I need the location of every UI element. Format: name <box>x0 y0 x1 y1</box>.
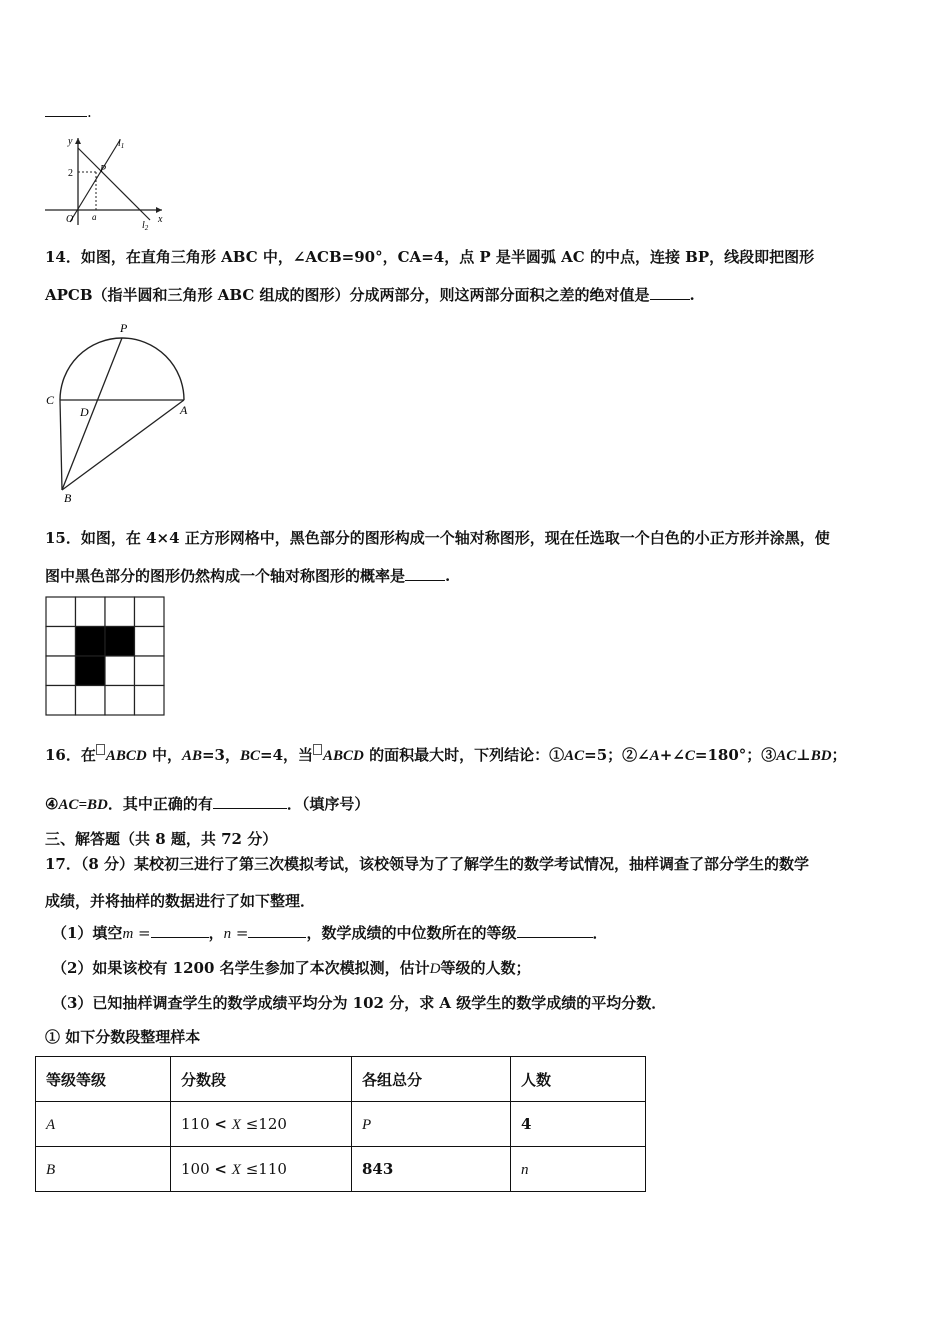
table-row <box>36 1147 646 1192</box>
grid-cell-white <box>46 686 76 716</box>
q17-line2: 成绩，并将抽样的数据进行了如下整理． <box>45 892 316 910</box>
fig13-x-label: x <box>158 214 163 225</box>
table-header-cell: 分数段 <box>171 1057 352 1102</box>
grid-cell-black <box>105 627 135 657</box>
grid-cell-white <box>105 686 135 716</box>
table-row <box>36 1102 646 1147</box>
grid-cell-white <box>105 597 135 627</box>
table-header-cell: 等级等级 <box>36 1057 171 1102</box>
grid-cell-white <box>135 597 165 627</box>
grid-cell-white <box>135 656 165 686</box>
q15-line2: 图中黑色部分的图形仍然构成一个轴对称图形的概率是 . <box>45 567 451 585</box>
grid-cell-white <box>46 597 76 627</box>
grid-cell-white <box>46 656 76 686</box>
section-3-heading: 三、解答题（共 8 题，共 72 分） <box>45 830 278 848</box>
fig14-d-label: D <box>80 405 89 419</box>
grid-cell-white <box>105 656 135 686</box>
table-header-cell: 人数 <box>511 1057 646 1102</box>
parallelogram-icon <box>96 744 105 755</box>
fig13-o-label: O <box>66 214 74 225</box>
parallelogram-icon <box>313 744 322 755</box>
table-cell-total: 843 <box>352 1147 511 1192</box>
q17-table-intro: ① 如下分数段整理样本 <box>45 1028 201 1046</box>
grid-cell-white <box>135 686 165 716</box>
q15-grid <box>45 596 167 718</box>
table-cell-range: 110 < X ≤120 <box>171 1102 352 1147</box>
fig13-tick-2: 2 <box>68 168 73 179</box>
q14-figure <box>40 318 200 508</box>
q17-sub2: （2）如果该校有 1200 名学生参加了本次模拟测，估计D等级的人数； <box>52 959 531 977</box>
grid-cell-white <box>135 627 165 657</box>
grid-cell-black <box>76 627 106 657</box>
q16-line1: 16．在 ABCD 中，AB=3，BC=4，当 ABCD 的面积最大时，下列结论：①AC=5；②∠A+∠C=180°；③AC⊥BD； <box>45 746 847 764</box>
grid-cell-black <box>76 656 106 686</box>
fig13-l2-label: $l_2$ <box>142 220 149 230</box>
fig14-p-label: P <box>120 321 128 335</box>
q17-sub1: （1）填空m = ，n = ，数学成绩的中位数所在的等级 ． <box>52 924 608 942</box>
table-header-row <box>36 1057 646 1102</box>
table-cell-grade: B <box>36 1147 171 1192</box>
fig13-a-label: a <box>92 212 97 222</box>
q16-line2: ④AC=BD．其中正确的有 ．（填序号） <box>45 795 370 813</box>
q14-line1: 14．如图，在直角三角形 ABC 中，∠ACB=90°，CA=4，点 P 是半圆弧 AC 的中点，连接 BP，线段即把图形 <box>45 248 815 266</box>
grid-cell-white <box>76 597 106 627</box>
table-cell-count: n <box>511 1147 646 1192</box>
table-cell-range: 100 < X ≤110 <box>171 1147 352 1192</box>
table-header-cell: 各组总分 <box>352 1057 511 1102</box>
table-cell-total: P <box>352 1102 511 1147</box>
q15-line1: 15．如图，在 4×4 正方形网格中，黑色部分的图形构成一个轴对称图形，现在任选取一个白色的小正方形并涂黑，使 <box>45 529 830 547</box>
sample-table <box>35 1056 646 1192</box>
fig13-p-label: P <box>100 164 107 175</box>
fig13-y-label: y <box>68 136 73 147</box>
q14-line2: APCB（指半圆和三角形 ABC 组成的图形）分成两部分，则这两部分面积之差的绝对值是 . <box>45 286 695 304</box>
fig14-a-label: A <box>180 403 188 417</box>
q17-line1: 17．（8 分）某校初三进行了第三次模拟考试，该校领导为了了解学生的数学考试情况，抽样调查了部分学生的数学 <box>45 855 810 873</box>
grid-cell-white <box>46 627 76 657</box>
fig14-b-label: B <box>64 491 72 505</box>
grid-cell-white <box>76 686 106 716</box>
fig14-c-label: C <box>46 393 55 407</box>
q17-sub3: （3）已知抽样调查学生的数学成绩平均分为 102 分，求 A 级学生的数学成绩的平均分数． <box>52 994 667 1012</box>
table-cell-count: 4 <box>511 1102 646 1147</box>
fig13-l1-label: $l_1$ <box>118 138 125 150</box>
table-cell-grade: A <box>36 1102 171 1147</box>
q13-figure <box>40 130 170 230</box>
prev-answer-blank: . <box>45 102 92 121</box>
